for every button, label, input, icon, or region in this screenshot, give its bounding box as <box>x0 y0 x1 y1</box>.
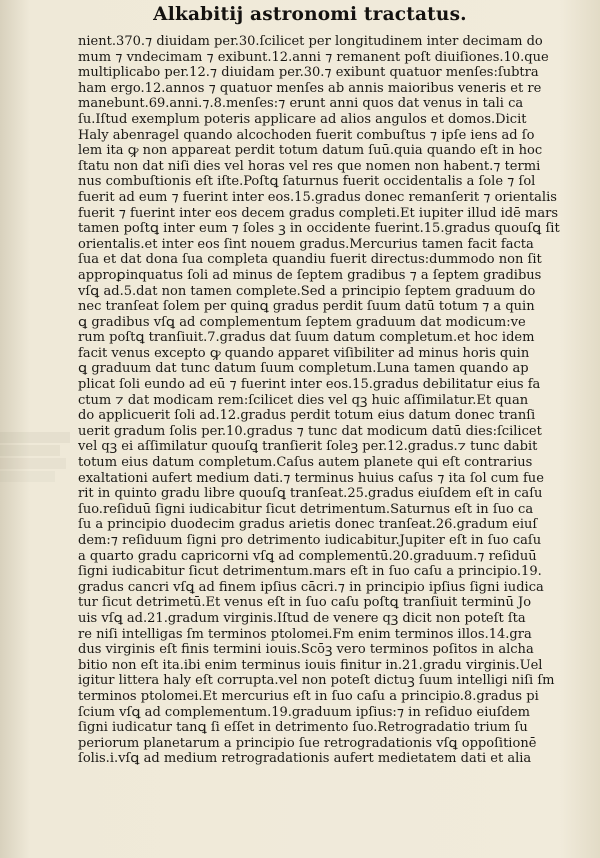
text-line: gradus cancri vſꝗ ad finem ipſius cācri.⁊ in principio ipſius ſigni iudica <box>78 578 544 594</box>
text-line: do applicuerit ſoli ad.12.gradus perdit totum eius datum donec tranſi <box>78 407 536 423</box>
text-line: ſu.Iſtud exemplum poteris applicare ad alios angulos et domos.Dicit <box>78 110 527 126</box>
text-line: multiplicabo per.12.⁊ diuidam per.30.⁊ exibunt quatuor menſes:ſubtra <box>78 64 539 80</box>
text-line: lem ita ꝙ non appareat perdit totum datum ſuū.quia quando eſt in hoc <box>78 142 543 158</box>
text-line: fuerit ad eum ⁊ fuerint inter eos.15.gradus donec remanſerit ⁊ orientalis <box>78 188 557 204</box>
text-line: ſcium vſꝗ ad complementum.19.graduum ipſius:⁊ in reſiduo eiuſdem <box>78 703 531 719</box>
text-line: dus virginis eſt finis termini iouis.Scōꝫ vero terminos poſitos in alcha <box>78 641 534 657</box>
text-line: ſuo.reſiduū ſigni iudicabitur ſicut detrimentum.Saturnus eſt in ſuo ca <box>78 500 534 516</box>
text-line: igitur littera haly eſt corrupta.vel non poteſt dictuꝫ ſuum intelligi niſi ſm <box>78 672 555 688</box>
text-line: vel qꝫ ei aſſimilatur quouſꝗ tranſierit ſoleꝫ per.12.gradus.⁊ tunc dabit <box>78 438 538 454</box>
text-line: tamen poſtꝗ inter eum ⁊ ſoles ꝫ in occidente fuerint.15.gradus quouſꝗ ſit <box>78 220 560 236</box>
text-line: ꝗ graduum dat tunc datum ſuum completum.Luna tamen quando ap <box>78 360 529 376</box>
text-line: ſolis.i.vſꝗ ad medium retrogradationis aufert medietatem dati et alia <box>78 750 532 766</box>
text-line: exaltationi aufert medium dati.⁊ terminus huius caſus ⁊ ita ſol cum fue <box>78 469 544 485</box>
page-header <box>0 4 600 30</box>
text-line: a quarto gradu capricorni vſꝗ ad complementū.20.graduum.⁊ reſiduū <box>78 547 537 563</box>
text-line: terminos ptolomei.Et mercurius eſt in ſuo caſu a principio.8.gradus pi <box>78 687 539 703</box>
text-line: fuerit ⁊ fuerint inter eos decem gradus completi.Et iupiter illud idē mars <box>78 204 559 220</box>
text-line: ſtatu non dat niſi dies vel horas vel res que nomen non habent.⁊ termi <box>78 157 541 173</box>
text-line: manebunt.69.anni.⁊.8.menſes:⁊ erunt anni quos dat venus in tali ca <box>78 95 524 111</box>
text-line: ſigni iudicatur tanꝗ ſi eſſet in detrimento ſuo.Retrogradatio trium ſu <box>78 719 528 735</box>
text-line: re niſi intelligas ſm terminos ptolomei.Fm enim terminos illos.14.gra <box>78 625 532 641</box>
text-line: orientalis.et inter eos ſint nouem gradus.Mercurius tamen facit facta <box>78 235 534 251</box>
text-line: nec tranſeat ſolem per quinꝗ gradus perdit ſuum datū totum ⁊ a quin <box>78 298 535 314</box>
text-line: periorum planetarum a principio ſue retrogradationis vſꝗ oppoſitionē <box>78 734 537 750</box>
text-line: rum poſtꝗ tranſiuit.7.gradus dat ſuum datum completum.et hoc idem <box>78 329 535 345</box>
text-line: ſu a principio duodecim gradus arietis donec tranſeat.26.gradum eiuſ <box>78 516 538 532</box>
text-line: nient.370.⁊ diuidam per.30.ſcilicet per longitudinem inter decimam do <box>78 33 543 48</box>
text-line: ſua et dat dona ſua completa quandiu fuerit directus:dummodo non ſit <box>78 251 542 267</box>
text-line: facit venus excepto ꝙ quando apparet viſibiliter ad minus horis quin <box>78 344 530 360</box>
text-line: rit in quinto gradu libre quouſꝗ tranſeat.25.gradus eiuſdem eſt in caſu <box>78 485 543 501</box>
text-line: uis vſꝗ ad.21.gradum virginis.Iſtud de venere qꝫ dicit non poteſt ſta <box>78 609 526 625</box>
text-line: ham ergo.12.annos ⁊ quatuor menſes ab annis maioribus veneris et re <box>78 79 542 95</box>
text-line: totum eius datum completum.Caſus autem planete qui eſt contrarius <box>78 454 533 470</box>
text-line: ꝗ gradibus vſꝗ ad complementum ſeptem graduum dat modicum:ve <box>78 313 526 329</box>
page-title: Alkabitij astronomi tractatus. <box>153 4 467 25</box>
text-line: ſigni iudicabitur ſicut detrimentum.mars eſt in ſuo caſu a principio.19. <box>78 563 542 579</box>
text-line: approꝑinquatus ſoli ad minus de ſeptem gradibus ⁊ a ſeptem gradibus <box>78 266 542 282</box>
text-line: plicat ſoli eundo ad eū ⁊ fuerint inter eos.15.gradus debilitatur eius fa <box>78 376 541 392</box>
text-line: dem:⁊ reſiduum ſigni pro detrimento iudicabitur.Jupiter eſt in ſuo caſu <box>78 532 542 547</box>
text-line: ctum ⁊ dat modicam rem:ſcilicet dies vel qꝫ huic aſſimilatur.Et quan <box>78 391 529 407</box>
text-line: uerit gradum ſolis per.10.gradus ⁊ tunc dat modicum datū dies:ſcilicet <box>78 422 542 438</box>
text-body <box>78 33 580 766</box>
text-line: nus combuſtionis eſt iſte.Poſtꝗ ſaturnus fuerit occidentalis a ſole ⁊ ſol <box>78 173 536 189</box>
text-line: Haly abenragel quando alcochoden fuerit combuſtus ⁊ ipſe iens ad ſo <box>78 126 535 142</box>
text-line: mum ⁊ vndecimam ⁊ exibunt.12.anni ⁊ remanent poſt diuiſiones.10.que <box>78 48 549 64</box>
text-line: vſꝗ ad.5.dat non tamen complete.Sed a principio ſeptem graduum do <box>78 282 536 298</box>
text-line: tur ſicut detrimetū.Et venus eſt in ſuo caſu poſtꝗ tranſiuit terminū Jo <box>78 594 532 610</box>
text-line: bitio non eſt ita.ibi enim terminus iouis finitur in.21.gradu virginis.Uel <box>78 656 543 672</box>
